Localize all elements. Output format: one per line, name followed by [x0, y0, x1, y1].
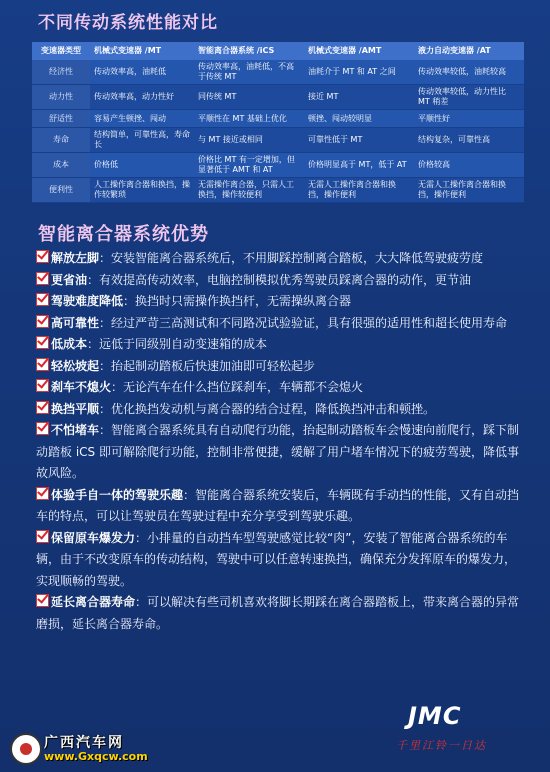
list-item: [36, 291, 524, 313]
list-item: [36, 248, 524, 270]
list-item: [36, 377, 524, 399]
jmc-logo: JMC: [408, 702, 462, 730]
advantage-key: 低成本: [51, 337, 88, 351]
checkbox-icon: [36, 250, 49, 263]
table-row: [32, 153, 524, 178]
table-header-cell: 变速器类型: [32, 42, 90, 60]
advantage-key: 换挡平顺: [51, 401, 100, 416]
checkbox-icon: [36, 358, 49, 371]
table-cell: 传动效率高，动力性好: [90, 85, 194, 110]
table-cell: 便利性: [32, 178, 90, 203]
checkbox-icon: [36, 487, 49, 500]
site-watermark: [8, 732, 178, 766]
advantages-title: 智能离合器系统优势: [38, 224, 209, 245]
table-row: [32, 178, 524, 203]
advantage-text: ：抬起制动踏板后快速加油即可轻松起步: [99, 358, 316, 373]
table-row: [32, 110, 524, 128]
advantage-key: 更省油: [51, 272, 88, 287]
list-item: [36, 592, 524, 635]
advantage-text: ：换挡时只需操作换挡杆，无需操纵离合器: [123, 294, 352, 308]
advantage-key: 轻松坡起: [51, 358, 100, 373]
advantage-key: 刹车不熄火: [51, 380, 112, 394]
table-cell: 人工操作离合器和换挡，操作较繁琐: [90, 178, 194, 203]
checkbox-icon: [36, 272, 49, 285]
table-cell: 无需人工操作离合器和换挡，操作便利: [304, 178, 414, 203]
table-header-cell: 智能离合器系统 /iCS: [194, 42, 304, 60]
table-cell: 传动效率较低，动力性比 MT 稍差: [414, 85, 524, 110]
table-cell: 油耗介于 MT 和 AT 之间: [304, 60, 414, 85]
advantage-text: ：远低于同级别自动变速箱的成本: [87, 337, 268, 351]
list-item: [36, 420, 524, 485]
list-item: [36, 485, 524, 528]
watermark-name: 广西汽车网: [44, 735, 124, 751]
advantage-text: ：智能离合器系统安装后，车辆既有手动挡的性能，又有自动挡车的特点，可以让驾驶员在驾驶过程中充分享受到驾驶乐趣。: [36, 487, 520, 523]
checkbox-icon: [36, 422, 49, 435]
table-cell: 与 MT 接近或相同: [194, 128, 304, 153]
table-cell: 无需操作离合器，只需人工换挡，操作较便利: [194, 178, 304, 203]
table-cell: 顿挫、闯动较明显: [304, 110, 414, 128]
table-row: [32, 128, 524, 153]
checkbox-icon: [36, 293, 49, 306]
table-header-cell: 机械式变速器 /AMT: [304, 42, 414, 60]
table-cell: 价格比 MT 有一定增加，但显著低于 AMT 和 AT: [194, 153, 304, 178]
advantage-text: ：安装智能离合器系统后，不用脚踩控制离合踏板，大大降低驾驶疲劳度: [99, 251, 484, 265]
advantage-key: 保留原车爆发力: [51, 530, 136, 545]
advantage-key: 不怕堵车: [51, 423, 100, 437]
table-cell: 同传统 MT: [194, 85, 304, 110]
checkbox-icon: [36, 379, 49, 392]
table-cell: 传动效率高，油耗低: [90, 60, 194, 85]
list-item: [36, 356, 524, 378]
table-row: [32, 60, 524, 85]
advantage-text: ：有效提高传动效率，电脑控制模拟优秀驾驶员踩离合器的动作，更节油: [87, 272, 472, 287]
table-cell: 可靠性低于 MT: [304, 128, 414, 153]
advantage-text: ：小排量的自动挡车型驾驶感觉比较“肉”，安装了智能离合器系统的车辆，由于不改变原车的传动结构，驾驶中可以任意转速换挡，确保充分发挥原车的爆发力，实现顺畅的驾驶。: [36, 530, 517, 588]
brand-slogan: 千里江铃一日达: [396, 739, 487, 752]
table-header-cell: 机械式变速器 /MT: [90, 42, 194, 60]
advantage-text: ：无论汽车在什么挡位踩刹车，车辆都不会熄火: [111, 380, 364, 394]
table-header-row: [32, 42, 524, 60]
table-cell: 平顺性好: [414, 110, 524, 128]
list-item: [36, 528, 524, 593]
checkbox-icon: [36, 315, 49, 328]
table-cell: 结构复杂，可靠性高: [414, 128, 524, 153]
advantage-key: 高可靠性: [51, 315, 100, 330]
advantage-text: ：经过严苛三高测试和不同路况试验验证，具有很强的适用性和超长使用寿命: [99, 315, 508, 330]
table-cell: 容易产生顿挫、闯动: [90, 110, 194, 128]
comparison-title: 不同传动系统性能对比: [38, 13, 218, 33]
list-item: [36, 270, 524, 292]
list-item: [36, 334, 524, 356]
advantage-text: ：优化换挡发动机与离合器的结合过程，降低换挡冲击和顿挫。: [99, 401, 436, 416]
table-cell: 价格低: [90, 153, 194, 178]
table-cell: 平顺性在 MT 基础上优化: [194, 110, 304, 128]
checkbox-icon: [36, 594, 49, 607]
table-cell: 无需人工操作离合器和换挡，操作便利: [414, 178, 524, 203]
advantages-list: [36, 248, 524, 635]
table-cell: 经济性: [32, 60, 90, 85]
table-cell: 结构简单，可靠性高，寿命长: [90, 128, 194, 153]
advantage-text: ：智能离合器系统具有自动爬行功能，抬起制动踏板车会慢速向前爬行，踩下制动踏板 iCS 即可解除爬行功能，控制非常便捷，缓解了用户堵车情况下的疲劳驾驶，降低事故风险。: [36, 423, 520, 480]
watermark-logo-icon: [10, 733, 42, 765]
comparison-table: [32, 42, 524, 203]
table-cell: 动力性: [32, 85, 90, 110]
watermark-url: www.Gxqcw.com: [44, 750, 148, 763]
advantage-key: 体验手自一体的驾驶乐趣: [51, 487, 184, 502]
table-cell: 舒适性: [32, 110, 90, 128]
advantage-key: 延长离合器寿命: [51, 595, 136, 609]
advantage-key: 解放左脚: [51, 251, 100, 265]
table-cell: 成本: [32, 153, 90, 178]
checkbox-icon: [36, 401, 49, 414]
table-cell: 接近 MT: [304, 85, 414, 110]
table-cell: 价格较高: [414, 153, 524, 178]
table-header-cell: 液力自动变速器 /AT: [414, 42, 524, 60]
advantage-key: 驾驶难度降低: [51, 294, 124, 308]
table-cell: 传动效率高，油耗低，不高于传统 MT: [194, 60, 304, 85]
checkbox-icon: [36, 530, 49, 543]
table-cell: 价格明显高于 MT，低于 AT: [304, 153, 414, 178]
advantage-text: ：可以解决有些司机喜欢将脚长期踩在离合器踏板上，带来离合器的异常磨损，延长离合器寿命。: [36, 595, 520, 631]
table-cell: 传动效率较低，油耗较高: [414, 60, 524, 85]
list-item: [36, 399, 524, 421]
checkbox-icon: [36, 336, 49, 349]
table-cell: 寿命: [32, 128, 90, 153]
list-item: [36, 313, 524, 335]
table-row: [32, 85, 524, 110]
